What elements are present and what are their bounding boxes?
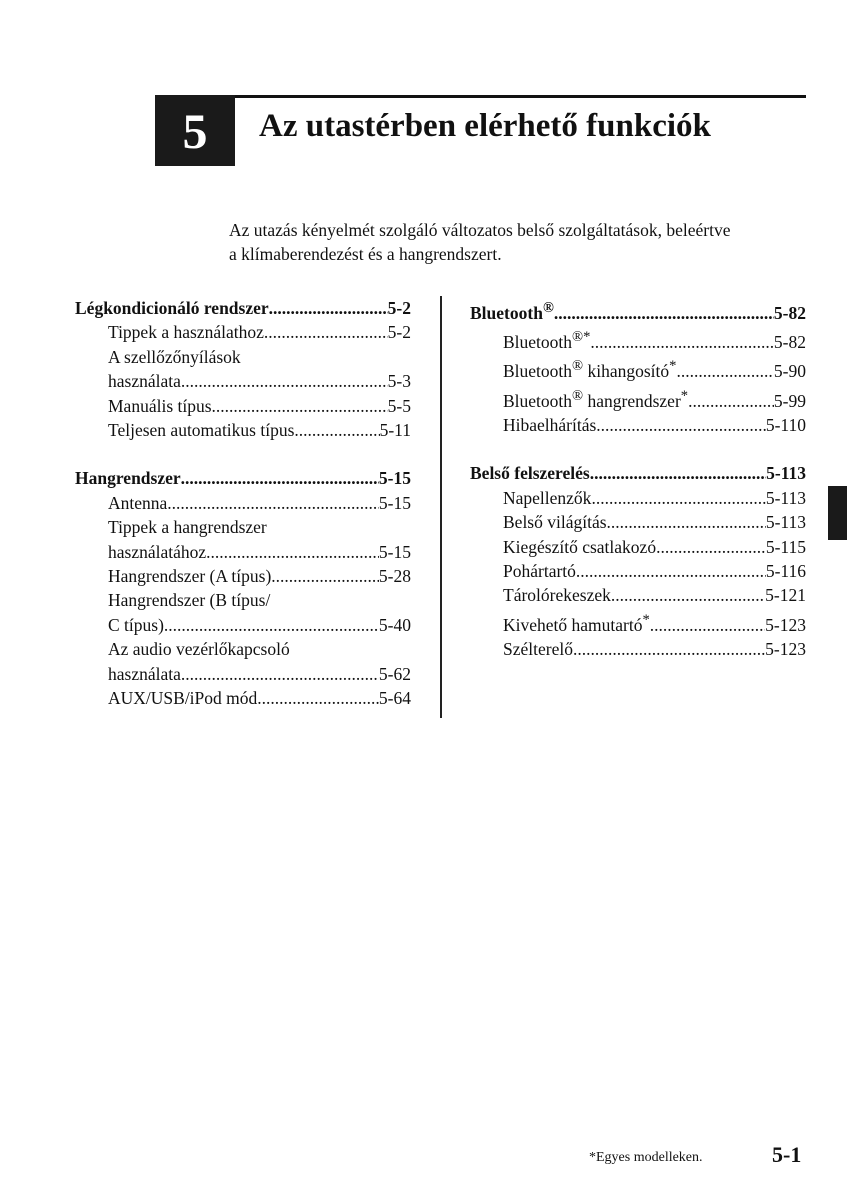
- toc-entry-belso-vilagitas[interactable]: Belső világítás ..... 5-113: [470, 510, 806, 534]
- toc-entry-bluetooth-sub[interactable]: Bluetooth®* ..... 5-82: [470, 325, 806, 354]
- toc-entry-napellenzok[interactable]: Napellenzők ..... 5-113: [470, 486, 806, 510]
- chapter-title: Az utastérben elérhető funkciók: [259, 108, 711, 144]
- toc-entry-hibaelharitas[interactable]: Hibaelhárítás ..... 5-110: [470, 413, 806, 437]
- toc-entry-tarolorekeszek[interactable]: Tárolórekeszek ..... 5-121: [470, 583, 806, 607]
- toc-entry-audio[interactable]: használata ..... 5-62: [75, 662, 411, 686]
- toc-entry-hangrendszer-a[interactable]: Hangrendszer (A típus) ..... 5-28: [75, 564, 411, 588]
- toc-entry-tippek-hasznalathoz[interactable]: Tippek a használathoz ..... 5-2: [75, 320, 411, 344]
- toc-entry-bluetooth-hangrendszer[interactable]: Bluetooth® hangrendszer* ..... 5-99: [470, 384, 806, 413]
- toc-section-hangrendszer: [75, 466, 411, 710]
- toc-left-column: [75, 296, 411, 735]
- toc-entry-hangrendszer-bc-line1[interactable]: Hangrendszer (B típus/: [108, 590, 271, 611]
- toc-entry-belso-felszereles[interactable]: Belső felszerelés ..... 5-113: [470, 461, 806, 485]
- toc-entry-kiegeszito-csatlakozo[interactable]: Kiegészítő csatlakozó ..... 5-115: [470, 535, 806, 559]
- intro-line-2: a klímaberendezést és a hangrendszert.: [229, 244, 502, 264]
- column-divider: [440, 296, 442, 718]
- toc-entry-tippek-hangrendszer[interactable]: használatához ..... 5-15: [75, 540, 411, 564]
- toc-entry-tippek-hangrendszer-line1[interactable]: Tippek a hangrendszer: [108, 517, 267, 538]
- toc-section-legkondicionalo: [75, 296, 411, 442]
- toc-entry-manualis[interactable]: Manuális típus ..... 5-5: [75, 394, 411, 418]
- toc-page: 5-2: [387, 298, 411, 318]
- toc-entry-szellozo[interactable]: használata ..... 5-3: [75, 369, 411, 393]
- chapter-number-box: [155, 95, 235, 166]
- toc-entry-pohartarto[interactable]: Pohártartó ..... 5-116: [470, 559, 806, 583]
- toc-entry-bluetooth[interactable]: Bluetooth® ..... 5-82: [470, 296, 806, 325]
- toc-entry-hamutarto[interactable]: Kivehető hamutartó* ..... 5-123: [470, 608, 806, 637]
- toc-entry-bluetooth-kihangosito[interactable]: Bluetooth® kihangosító* ..... 5-90: [470, 354, 806, 383]
- toc-entry-legkondicionalo[interactable]: Légkondicionáló rendszer ..... 5-2: [75, 296, 411, 320]
- toc-section-bluetooth: [470, 296, 806, 437]
- toc-entry-automatikus[interactable]: Teljesen automatikus típus ..... 5-11: [75, 418, 411, 442]
- toc-entry-szelterelo[interactable]: Szélterelő ..... 5-123: [470, 637, 806, 661]
- chapter-thumb-tab: [828, 486, 847, 540]
- toc-right-column: [470, 296, 806, 685]
- toc-entry-hangrendszer[interactable]: Hangrendszer ..... 5-15: [75, 466, 411, 490]
- chapter-header-rule: [155, 95, 806, 98]
- toc-entry-aux[interactable]: AUX/USB/iPod mód ..... 5-64: [75, 686, 411, 710]
- footnote: *Egyes modelleken.: [589, 1150, 703, 1165]
- toc-entry-szellozo-line1[interactable]: A szellőzőnyílások: [108, 346, 241, 367]
- chapter-intro: [229, 218, 814, 266]
- page-number: 5-1: [772, 1142, 802, 1167]
- toc-entry-hangrendszer-bc[interactable]: C típus) ..... 5-40: [75, 613, 411, 637]
- chapter-number: 5: [182, 102, 208, 159]
- toc-section-belso-felszereles: [470, 461, 806, 661]
- toc-entry-audio-line1[interactable]: Az audio vezérlőkapcsoló: [108, 639, 290, 660]
- toc-entry-antenna[interactable]: Antenna ..... 5-15: [75, 491, 411, 515]
- intro-line-1: Az utazás kényelmét szolgáló változatos belső szolgáltatások, beleértve: [229, 220, 731, 240]
